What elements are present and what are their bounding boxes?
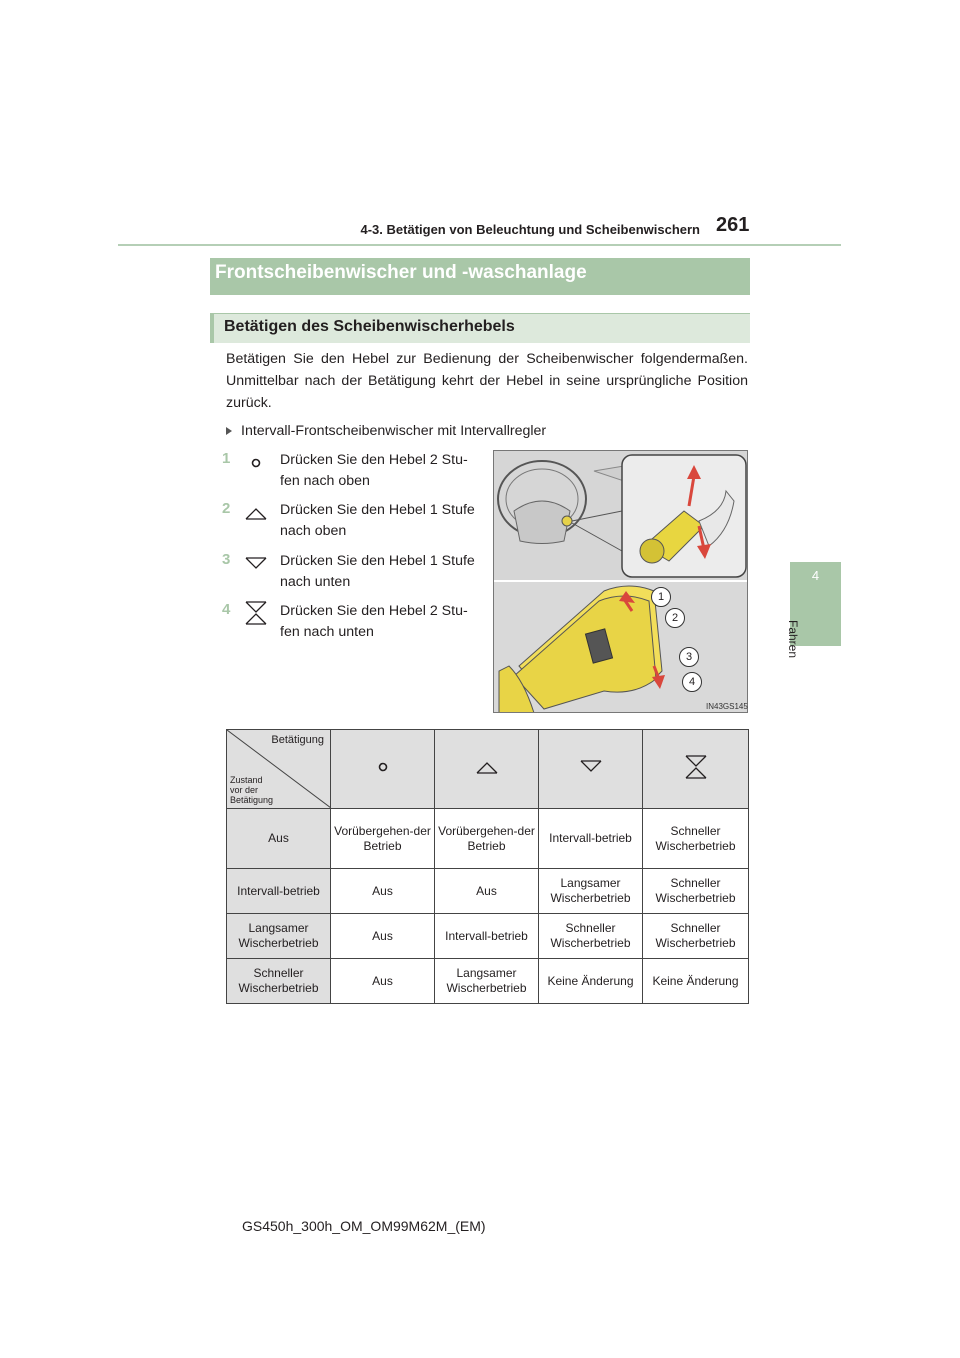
table-cell: Vorübergehen-der Betrieb xyxy=(331,809,435,869)
table-cell: Schneller Wischerbetrieb xyxy=(643,869,749,914)
chapter-label: Fahren xyxy=(786,620,800,659)
document-code: GS450h_300h_OM_OM99M62M_(EM) xyxy=(242,1218,486,1234)
table-cell: Aus xyxy=(331,869,435,914)
table-row xyxy=(227,809,749,869)
high-speed-icon xyxy=(243,599,269,627)
subsection-accent xyxy=(210,313,214,343)
step-number: 2 xyxy=(222,500,231,517)
illustration-id: IN43GS145 xyxy=(706,702,748,711)
step-number: 4 xyxy=(222,601,231,618)
table-cell: Keine Änderung xyxy=(539,959,643,1004)
table-row xyxy=(227,869,749,914)
callout-number: 2 xyxy=(665,608,685,628)
table-cell: Intervall-betrieb xyxy=(539,809,643,869)
bullet-text: Intervall-Frontscheibenwischer mit Intervallregler xyxy=(241,423,547,439)
table-cell: Intervall-betrieb xyxy=(435,914,539,959)
table-cell: Keine Änderung xyxy=(643,959,749,1004)
table-cell: Langsamer Wischerbetrieb xyxy=(539,869,643,914)
row-header: Langsamer Wischerbetrieb xyxy=(227,914,331,959)
column-header xyxy=(643,730,749,809)
callout-number: 1 xyxy=(651,587,671,607)
column-header xyxy=(331,730,435,809)
bullet-item xyxy=(226,423,546,439)
subsection-title: Betätigen des Scheibenwischerhebels xyxy=(224,318,515,335)
low-speed-icon xyxy=(578,756,604,778)
callout-number: 4 xyxy=(682,672,702,692)
table-row xyxy=(227,959,749,1004)
low-speed-icon xyxy=(243,553,269,575)
corner-bottom-label: Zustand vor der Betätigung xyxy=(230,775,274,805)
table-cell: Langsamer Wischerbetrieb xyxy=(435,959,539,1004)
table-corner-cell xyxy=(227,730,331,809)
table-header-row xyxy=(227,730,749,809)
chapter-number: 4 xyxy=(811,568,820,583)
triangle-bullet-icon xyxy=(226,427,232,435)
step-text: Drücken Sie den Hebel 1 Stufe nach oben xyxy=(280,502,475,539)
row-header: Aus xyxy=(227,809,331,869)
illustration-divider xyxy=(494,580,747,582)
table-cell: Aus xyxy=(435,869,539,914)
wiper-state-table xyxy=(226,729,749,1004)
high-speed-icon xyxy=(683,753,709,781)
mist-circle-icon xyxy=(243,452,269,474)
table-row xyxy=(227,914,749,959)
running-header: 4-3. Betätigen von Beleuchtung und Scheibenwischern xyxy=(360,222,700,237)
page-number: 261 xyxy=(716,214,750,236)
intro-paragraph: Betätigen Sie den Hebel zur Bedienung der Scheibenwischer folgendermaßen. Unmittelbar nach der Betätigung kehrt der Hebel in seine ursprüngliche Position zurück. xyxy=(226,351,748,411)
step-text: Drücken Sie den Hebel 2 Stu-fen nach unten xyxy=(280,603,468,640)
table-cell: Schneller Wischerbetrieb xyxy=(643,809,749,869)
step-text: Drücken Sie den Hebel 1 Stufe nach unten xyxy=(280,553,475,590)
step-text: Drücken Sie den Hebel 2 Stu-fen nach oben xyxy=(280,452,468,489)
table-cell: Schneller Wischerbetrieb xyxy=(643,914,749,959)
corner-top-label: Betätigung xyxy=(271,734,324,746)
table-cell: Aus xyxy=(331,959,435,1004)
callout-number: 3 xyxy=(679,647,699,667)
step-number: 3 xyxy=(222,551,231,568)
table-cell: Aus xyxy=(331,914,435,959)
table-cell: Schneller Wischerbetrieb xyxy=(539,914,643,959)
row-header: Schneller Wischerbetrieb xyxy=(227,959,331,1004)
header-divider xyxy=(118,244,841,246)
column-header xyxy=(435,730,539,809)
table-cell: Vorübergehen-der Betrieb xyxy=(435,809,539,869)
illustration-drawing xyxy=(494,451,748,713)
step-number: 1 xyxy=(222,450,231,467)
row-header: Intervall-betrieb xyxy=(227,869,331,914)
intermittent-icon xyxy=(243,502,269,524)
column-header xyxy=(539,730,643,809)
mist-circle-icon xyxy=(370,756,396,778)
intermittent-icon xyxy=(474,756,500,778)
section-title: Frontscheibenwischer und -waschanlage xyxy=(215,262,587,283)
